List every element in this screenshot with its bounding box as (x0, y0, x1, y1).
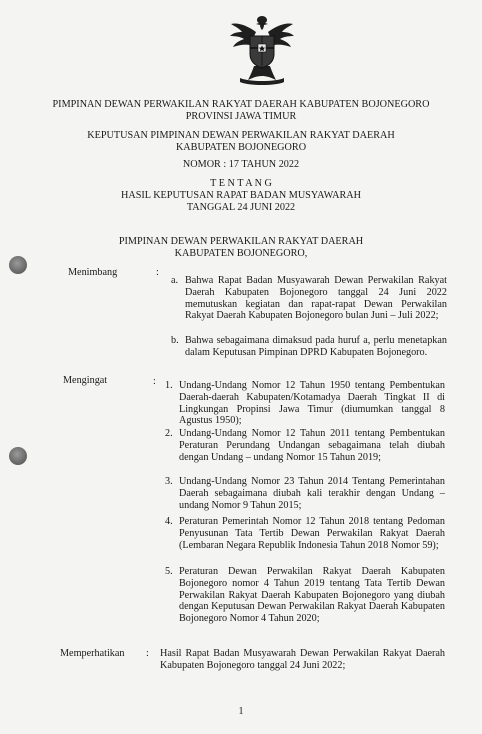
item-number: b. (171, 335, 179, 346)
item-number: 3. (165, 476, 173, 487)
memperhatikan-label: Memperhatikan (60, 648, 125, 659)
decision-title-line2: KABUPATEN BOJONEGORO (175, 142, 307, 153)
header-province: PROVINSI JAWA TIMUR (185, 111, 297, 122)
memperhatikan-colon: : (146, 648, 149, 659)
item-number: 4. (165, 516, 173, 527)
mengingat-item-1 (165, 380, 445, 427)
decision-number: NOMOR : 17 TAHUN 2022 (182, 159, 300, 170)
menimbang-item-a (171, 275, 447, 322)
item-text: Peraturan Dewan Perwakilan Rakyat Daerah Kabupaten Bojonegoro nomor 4 Tahun 2019 tentang Tata Tertib Dewan Perwakilan Rakyat Daerah Kabupaten Bojonegoro yang diubah dengan Keputusan Dewan Perwakilan Rakyat Daerah Kabupaten Bojonegoro Nomor 4 Tahun 2020; (179, 566, 445, 625)
item-number: 2. (165, 428, 173, 439)
mengingat-label: Mengingat (63, 375, 108, 386)
menimbang-label: Menimbang (68, 267, 118, 278)
header-institution: PIMPINAN DEWAN PERWAKILAN RAKYAT DAERAH KABUPATEN BOJONEGORO (52, 99, 430, 110)
garuda-emblem-icon (228, 14, 296, 86)
punch-hole-icon (9, 256, 27, 274)
item-text: Peraturan Pemerintah Nomor 12 Tahun 2018 tentang Pedoman Penyusunan Tata Tertib Dewan Perwakilan Rakyat Daerah (Lembaran Negara Republik Indonesia Tahun 2018 Nomor 59); (179, 516, 445, 551)
item-text: Undang-Undang Nomor 23 Tahun 2014 Tentang Pemerintahan Daerah sebagaimana diubah kali terakhir dengan Undang – undang Nomor 9 Tahun 2015; (179, 476, 445, 511)
item-text: Undang-Undang Nomor 12 Tahun 1950 tentang Pembentukan Daerah-daerah Kabupaten/Kotamadya Daerah Tingkat II di Lingkungan Propinsi Jawa Timur (diumumkan tanggal 8 Agustus 1950); (179, 380, 445, 427)
page-number: 1 (238, 706, 244, 717)
menimbang-colon: : (156, 267, 159, 278)
tentang-heading: T E N T A N G (210, 178, 272, 189)
memperhatikan-text (160, 648, 445, 672)
item-text: Undang-Undang Nomor 12 Tahun 2011 tentang Pembentukan Peraturan Perundang Undangan sebagaimana telah diubah dengan Undang – undang Nomor 15 Tahun 2019; (179, 428, 445, 463)
menimbang-item-b (171, 335, 447, 359)
subject-line1: HASIL KEPUTUSAN RAPAT BADAN MUSYAWARAH (121, 190, 361, 201)
signatory-line1: PIMPINAN DEWAN PERWAKILAN RAKYAT DAERAH (118, 236, 364, 247)
punch-hole-icon (9, 447, 27, 465)
mengingat-item-5 (165, 566, 445, 625)
item-text: Bahwa Rapat Badan Musyawarah Dewan Perwakilan Rakyat Daerah Kabupaten Bojonegoro tanggal 24 Juni 2022 memutuskan kegiatan dan rapat-rapat Dewan Perwakilan Rakyat Daerah Kabupaten Bojonegoro bulan Juni – Juli 2022; (185, 275, 447, 322)
decision-title-line1: KEPUTUSAN PIMPINAN DEWAN PERWAKILAN RAKYAT DAERAH (87, 130, 395, 141)
mengingat-item-2 (165, 428, 445, 463)
item-number: 5. (165, 566, 173, 577)
item-number: a. (171, 275, 179, 286)
item-text: Bahwa sebagaimana dimaksud pada huruf a, perlu menetapkan dalam Keputusan Pimpinan DPRD Kabupaten Bojonegoro. (185, 335, 447, 358)
signatory-line2: KABUPATEN BOJONEGORO, (174, 248, 308, 259)
item-text: Hasil Rapat Badan Musyawarah Dewan Perwakilan Rakyat Daerah Kabupaten Bojonegoro tanggal 24 Juni 2022; (160, 648, 445, 671)
mengingat-item-3 (165, 476, 445, 511)
mengingat-colon: : (153, 376, 156, 387)
subject-line2: TANGGAL 24 JUNI 2022 (186, 202, 296, 213)
mengingat-item-4 (165, 516, 445, 551)
item-number: 1. (165, 380, 173, 391)
